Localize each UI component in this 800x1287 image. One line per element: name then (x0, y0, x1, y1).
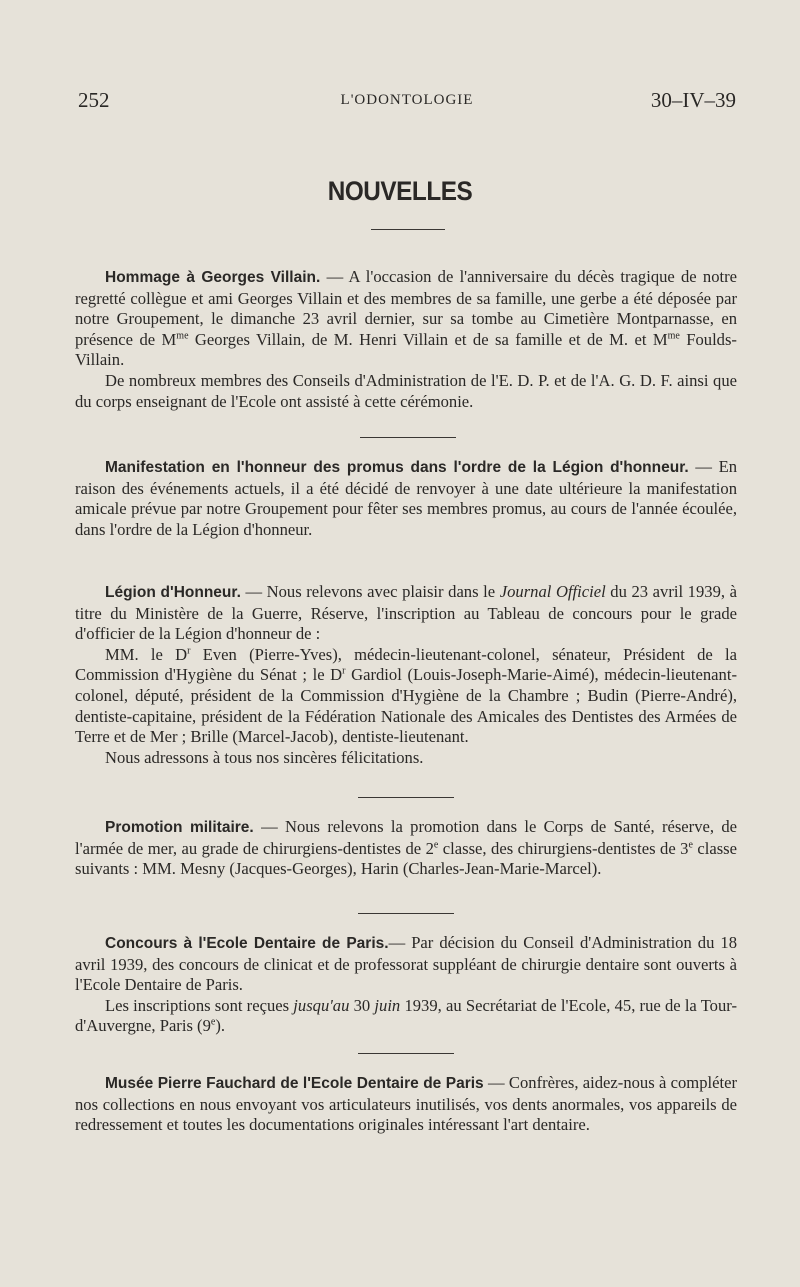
section-concours (75, 933, 737, 1037)
section-rule (358, 797, 454, 798)
section-concours-p2: Les inscriptions sont reçues jusqu'au 30 juin 1939, au Secrétariat de l'Ecole, 45, rue de la Tour-d'Auvergne, Paris (9e). (75, 995, 738, 1036)
issue-date: 30–IV–39 (650, 88, 736, 112)
section-rule (358, 913, 454, 914)
page-title: NOUVELLES (327, 176, 473, 206)
section-promotion (75, 817, 737, 880)
section-musee-p1: Musée Pierre Fauchard de l'Ecole Dentaire de Paris — Confrères, aidez-nous à compléter nos collections en nous envoyant vos articulateurs inutilisés, vos dents anormales, vos appareils de redressement et toutes les documentations originales intéressant l'art dentaire. (75, 1073, 737, 1135)
journal-name: L'ODONTOLOGIE (340, 92, 474, 108)
section-heading: Hommage à Georges Villain. (105, 269, 321, 286)
section-rule (358, 1053, 454, 1054)
section-hommage-p2: De nombreux membres des Conseils d'Administration de l'E. D. P. et de l'A. G. D. F. ainsi que du corps enseignant de l'Ecole ont assisté à cette cérémonie. (75, 370, 737, 411)
page-number: 252 (78, 88, 110, 112)
section-heading: Légion d'Honneur. (105, 584, 241, 601)
section-legion (75, 582, 737, 768)
section-legion-p3: Nous adressons à tous nos sincères félicitations. (105, 747, 424, 767)
section-hommage-p1: Hommage à Georges Villain. — A l'occasion de l'anniversaire du décès tragique de notre regretté collègue et ami Georges Villain et des membres de sa famille, une gerbe a été déposée par notre Groupement, le dimanche 23 avril dernier, sur sa tombe au Cimetière Montparnasse, en présence de $M^{me}$ Georges Villain, de M. Henri Villain et de sa famille et de M. et $M^{me}$ Foulds-Villain. (75, 267, 738, 370)
section-legion-p2: MM. le $D^r$ Even (Pierre-Yves), médecin-lieutenant-colonel, sénateur, Président de la Commission d'Hygiène du Sénat ; le $D^r$ Gardiol (Louis-Joseph-Marie-Aimé), médecin-lieutenant-colonel, député, président de la Commission d'Hygiène de la Chambre ; Budin (Pierre-André), dentiste-capitaine, président de la Fédération Nationale des Amicales des Dentistes des Armées de Terre et de Mer ; Brille (Marcel-Jacob), dentiste-lieutenant. (75, 644, 737, 747)
section-promotion-p1: Promotion militaire. — Nous relevons la promotion dans le Corps de Santé, réserve, de l'armée de mer, au grade de chirurgiens-dentistes de 2e classe, des chirurgiens-dentistes de 3e classe suivants : MM. Mesny (Jacques-Georges), Harin (Charles-Jean-Marie-Marcel). (75, 817, 737, 879)
page-header (78, 88, 736, 118)
section-heading: Manifestation en l'honneur des promus dans l'ordre de la Légion d'honneur. (105, 459, 689, 476)
section-rule (360, 437, 456, 438)
section-heading: Musée Pierre Fauchard de l'Ecole Dentaire de Paris (105, 1075, 484, 1092)
section-manifestation (75, 457, 737, 540)
section-manifestation-p1: Manifestation en l'honneur des promus dans l'ordre de la Légion d'honneur. — En raison des événements actuels, il a été décidé de renvoyer à une date ultérieure la manifestation amicale prévue par notre Groupement pour fêter ses membres promus, au cours de l'année écoulée, dans l'ordre de la Légion d'honneur. (75, 457, 737, 539)
section-heading: Promotion militaire. (105, 819, 254, 836)
section-concours-p1: Concours à l'Ecole Dentaire de Paris.— Par décision du Conseil d'Administration du 18 avril 1939, des concours de clinicat et de professorat suppléant de chirurgie dentaire sont ouverts à l'Ecole Dentaire de Paris. (75, 933, 738, 995)
section-legion-p1: Légion d'Honneur. — Nous relevons avec plaisir dans le Journal Officiel du 23 avril 1939, à titre du Ministère de la Guerre, Réserve, l'inscription au Tableau de concours pour le grade d'officier de la Légion d'honneur de : (75, 582, 737, 644)
title-rule (371, 229, 445, 230)
section-hommage (75, 267, 737, 412)
section-musee (75, 1073, 737, 1136)
section-heading: Concours à l'Ecole Dentaire de Paris. (105, 935, 389, 952)
